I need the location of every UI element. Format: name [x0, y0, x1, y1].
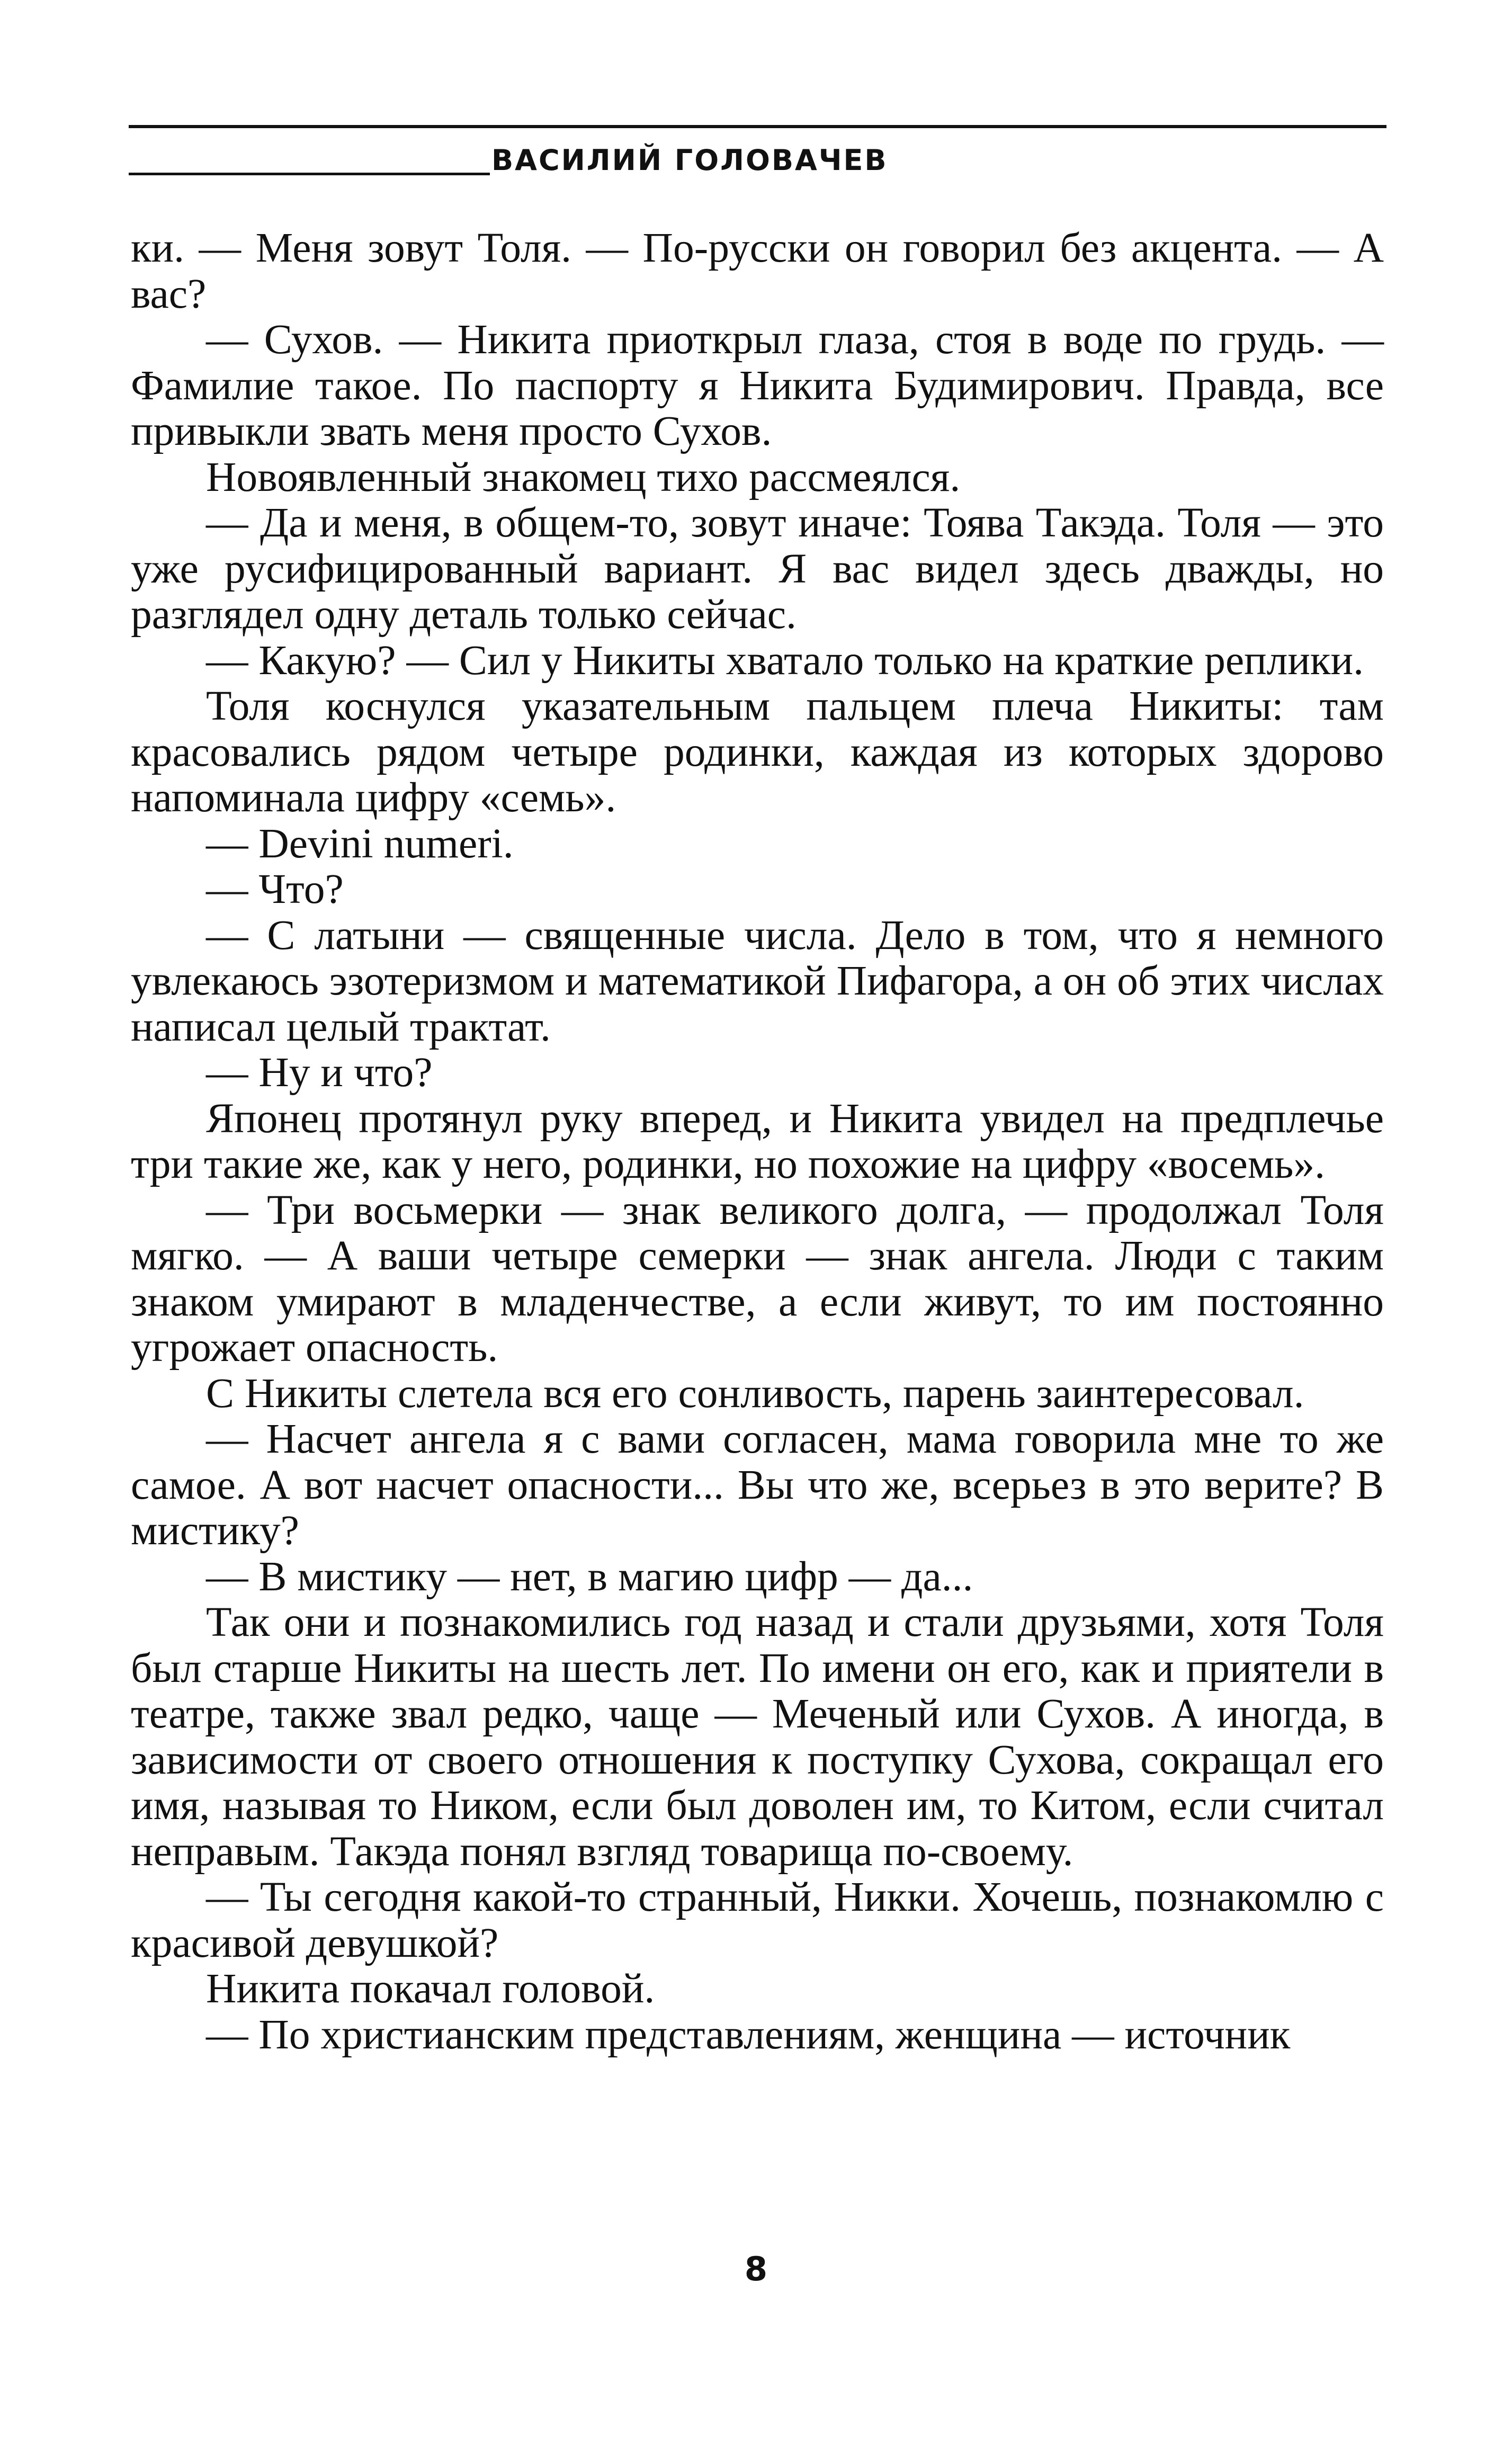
- paragraph: — Devini numeri.: [206, 820, 514, 867]
- paragraph: — С латыни — священные числа. Дело в том, что я немного увлекаюсь эзотеризмом и математикой Пифагора, а он об этих числах написал целый трактат.: [131, 911, 1384, 1050]
- paragraph: Японец протянул руку вперед, и Никита увидел на предплечье три такие же, как у него, родинки, но похожие на цифру «восемь».: [131, 1095, 1384, 1187]
- paragraph: — Насчет ангела я с вами согласен, мама говорила мне то же самое. А вот насчет опасности... Вы что же, всерьез в это верите? В мистику?: [131, 1416, 1384, 1554]
- paragraph: — Три восьмерки — знак великого долга, — продолжал Толя мягко. — А ваши четыре семерки — знак ангела. Люди с таким знаком умирают в младенчестве, а если живут, то им постоянно угрожает опасность.: [131, 1186, 1384, 1371]
- paragraph: Никита покачал головой.: [206, 1965, 655, 2012]
- paragraph: — Сухов. — Никита приоткрыл глаза, стоя в воде по грудь. — Фамилие такое. По паспорту я Никита Будимирович. Правда, все привыкли звать меня просто Сухов.: [131, 316, 1384, 454]
- paragraph: Толя коснулся указательным пальцем плеча Никиты: там красовались рядом четыре родинки, каждая из которых здорово напоминала цифру «семь».: [131, 683, 1384, 821]
- header-rule-left: [129, 173, 490, 175]
- paragraph: — Да и меня, в общем-то, зовут иначе: Тоява Такэда. Толя — это уже русифицированный вариант. Я вас видел здесь дважды, но разглядел одну деталь только сейчас.: [131, 499, 1384, 638]
- body-text: [131, 225, 1384, 2057]
- page-number: 8: [744, 2250, 768, 2288]
- running-head: ВАСИЛИЙ ГОЛОВАЧЕВ: [491, 144, 888, 177]
- paragraph: — Какую? — Сил у Никиты хватало только на краткие реплики.: [206, 637, 1364, 684]
- paragraph: С Никиты слетела вся его сонливость, парень заинтересовал.: [206, 1369, 1304, 1417]
- header-rule-top: [129, 125, 1386, 128]
- paragraph: — Что?: [206, 866, 344, 912]
- paragraph: — В мистику — нет, в магию цифр — да...: [206, 1553, 973, 1600]
- paragraph: — Ну и что?: [206, 1049, 433, 1096]
- paragraph: ки. — Меня зовут Толя. — По-русски он говорил без акцента. — А вас?: [131, 225, 1384, 317]
- paragraph: — Ты сегодня какой-то странный, Никки. Хочешь, познакомлю с красивой девушкой?: [131, 1874, 1384, 1966]
- paragraph: — По христианским представлениям, женщина — источник: [206, 2011, 1291, 2058]
- paragraph: Так они и познакомились год назад и стали друзьями, хотя Толя был старше Никиты на шесть лет. По имени он его, как и приятели в театре, также звал редко, чаще — Меченый или Сухов. А иногда, в зависимости от своего отношения к поступку Сухова, сокращал его имя, называя то Ником, если был доволен им, то Китом, если считал неправым. Такэда понял взгляд товарища по-своему.: [131, 1599, 1384, 1875]
- paragraph: Новоявленный знакомец тихо рассмеялся.: [206, 453, 961, 500]
